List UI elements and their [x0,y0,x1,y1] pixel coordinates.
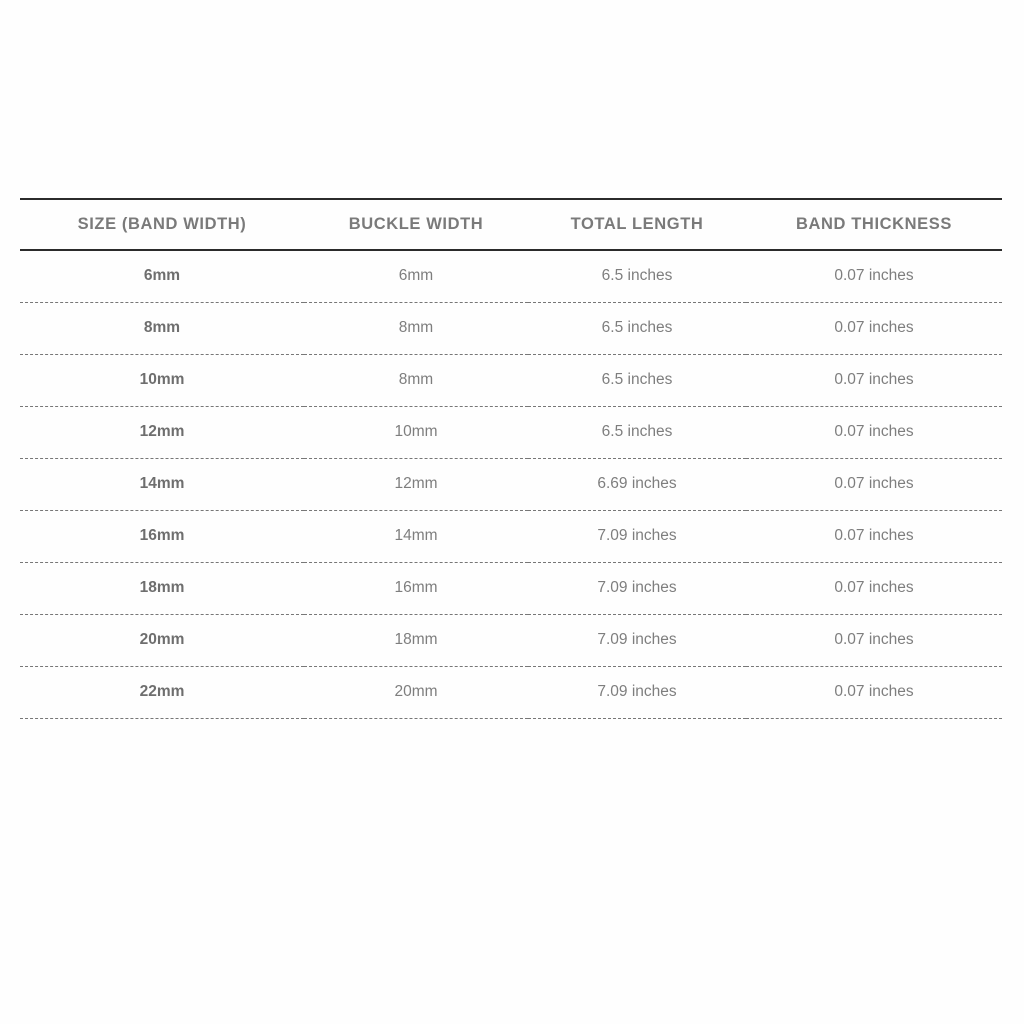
band-thickness-cell: 0.07 inches [746,510,1002,562]
table-row [20,302,1002,354]
band-thickness-cell: 0.07 inches [746,354,1002,406]
size-cell: 14mm [20,458,304,510]
size-cell: 10mm [20,354,304,406]
size-cell: 20mm [20,614,304,666]
size-cell: 12mm [20,406,304,458]
total-length-cell: 7.09 inches [528,614,746,666]
total-length-cell: 6.69 inches [528,458,746,510]
table-row [20,666,1002,718]
table-row [20,510,1002,562]
buckle-width-cell: 8mm [304,354,528,406]
size-chart-table [20,198,1002,719]
band-thickness-cell: 0.07 inches [746,302,1002,354]
total-length-cell: 6.5 inches [528,250,746,302]
header-total-length: TOTAL LENGTH [528,199,746,250]
total-length-cell: 7.09 inches [528,510,746,562]
header-buckle-width: BUCKLE WIDTH [304,199,528,250]
size-cell: 8mm [20,302,304,354]
size-cell: 6mm [20,250,304,302]
total-length-cell: 7.09 inches [528,562,746,614]
buckle-width-cell: 12mm [304,458,528,510]
table-row [20,406,1002,458]
buckle-width-cell: 16mm [304,562,528,614]
size-cell: 22mm [20,666,304,718]
buckle-width-cell: 10mm [304,406,528,458]
buckle-width-cell: 20mm [304,666,528,718]
size-cell: 18mm [20,562,304,614]
header-row [20,199,1002,250]
table-row [20,354,1002,406]
table-row [20,614,1002,666]
total-length-cell: 6.5 inches [528,302,746,354]
buckle-width-cell: 8mm [304,302,528,354]
band-thickness-cell: 0.07 inches [746,250,1002,302]
table-header [20,199,1002,250]
size-cell: 16mm [20,510,304,562]
buckle-width-cell: 14mm [304,510,528,562]
table-row [20,562,1002,614]
buckle-width-cell: 18mm [304,614,528,666]
total-length-cell: 6.5 inches [528,406,746,458]
buckle-width-cell: 6mm [304,250,528,302]
band-thickness-cell: 0.07 inches [746,562,1002,614]
band-thickness-cell: 0.07 inches [746,406,1002,458]
header-band-thickness: BAND THICKNESS [746,199,1002,250]
band-thickness-cell: 0.07 inches [746,614,1002,666]
band-thickness-cell: 0.07 inches [746,666,1002,718]
total-length-cell: 6.5 inches [528,354,746,406]
header-size: SIZE (BAND WIDTH) [20,199,304,250]
band-thickness-cell: 0.07 inches [746,458,1002,510]
table-row [20,458,1002,510]
table-row [20,250,1002,302]
table-body [20,250,1002,718]
total-length-cell: 7.09 inches [528,666,746,718]
